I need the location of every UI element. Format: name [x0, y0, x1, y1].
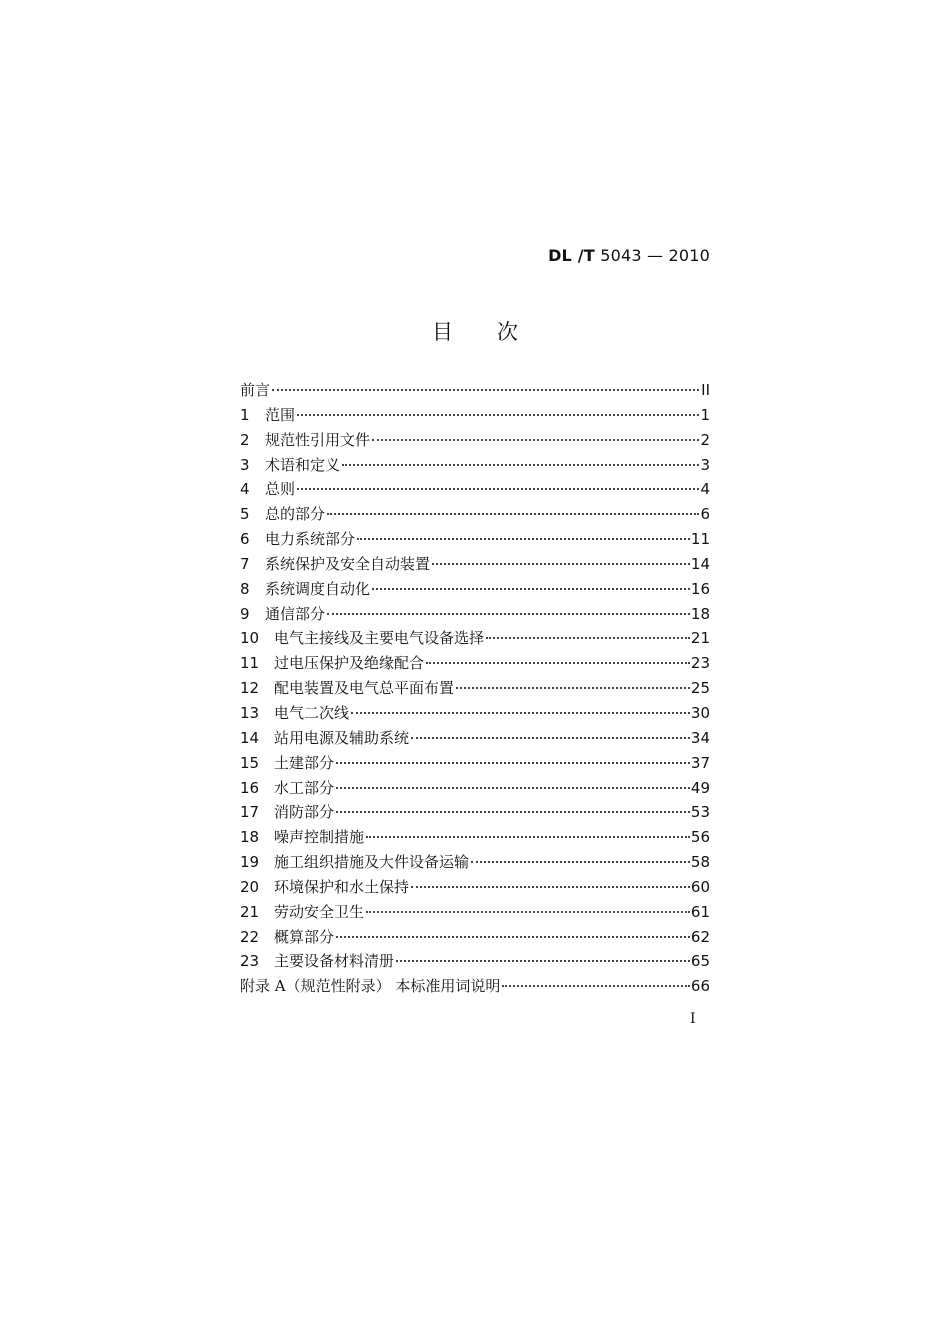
- toc-entry-page: 18: [690, 604, 710, 623]
- toc-entry-number: 12: [240, 679, 260, 698]
- toc-entry-number: 8: [240, 579, 250, 598]
- toc-entry-number: 4: [240, 480, 250, 499]
- toc-entry-number: 20: [240, 877, 260, 896]
- toc-entry-number: 18: [240, 828, 260, 847]
- toc-entry[interactable]: [240, 429, 710, 454]
- toc-entry-title: 术语和定义: [265, 455, 341, 474]
- page-number: I: [690, 1011, 696, 1027]
- toc-entry-title: 消防部分: [274, 803, 335, 822]
- toc-entry-title: 系统调度自动化: [265, 579, 371, 598]
- toc-entry-title: 噪声控制措施: [274, 828, 365, 847]
- standard-code-prefix: DL /T: [548, 246, 595, 265]
- toc-leader-dots: [396, 959, 690, 962]
- toc-entry-page: 61: [690, 902, 710, 921]
- toc-entry-title: 站用电源及辅助系统: [274, 728, 410, 747]
- toc-entry[interactable]: [240, 627, 710, 652]
- toc-entry-title: 范围: [265, 405, 296, 424]
- toc-leader-dots: [502, 984, 690, 987]
- toc-entry-page: 30: [690, 703, 710, 722]
- toc-entry-page: 60: [690, 877, 710, 896]
- toc-entry-page: 1: [700, 405, 710, 424]
- toc-entry-page: 14: [690, 554, 710, 573]
- toc-entry[interactable]: [240, 727, 710, 752]
- toc-entry-page: 34: [690, 728, 710, 747]
- toc-entry-title: 附录 A（规范性附录） 本标准用词说明: [240, 977, 501, 996]
- toc-entry-number: 9: [240, 604, 250, 623]
- toc-entry-number: 22: [240, 927, 260, 946]
- toc-entry-page: 6: [700, 505, 710, 524]
- toc-leader-dots: [297, 487, 699, 490]
- toc-leader-dots: [426, 661, 690, 664]
- toc-entry-number: 16: [240, 778, 260, 797]
- toc-entry[interactable]: [240, 826, 710, 851]
- toc-entry-page: 53: [690, 803, 710, 822]
- toc-leader-dots: [456, 686, 690, 689]
- toc-entry[interactable]: [240, 677, 710, 702]
- standard-code-number: 5043 — 2010: [600, 246, 710, 265]
- toc-leader-dots: [471, 860, 690, 863]
- toc-entry-page: 23: [690, 654, 710, 673]
- toc-entry[interactable]: [240, 926, 710, 951]
- toc-entry[interactable]: [240, 528, 710, 553]
- toc-entry[interactable]: [240, 603, 710, 628]
- toc-entry-number: 21: [240, 902, 260, 921]
- toc-entry[interactable]: [240, 553, 710, 578]
- toc-entry-page: 49: [690, 778, 710, 797]
- standard-code: [548, 246, 710, 265]
- toc-entry[interactable]: [240, 702, 710, 727]
- toc-entry-page: 65: [690, 952, 710, 971]
- toc-entry-number: 23: [240, 952, 260, 971]
- toc-entry-title: 总的部分: [265, 505, 326, 524]
- toc-entry[interactable]: [240, 752, 710, 777]
- toc-entry-number: 14: [240, 728, 260, 747]
- toc-entry-title: 水工部分: [274, 778, 335, 797]
- toc-leader-dots: [327, 612, 690, 615]
- toc-entry-page: 3: [700, 455, 710, 474]
- toc-leader-dots: [272, 388, 699, 391]
- toc-entry-number: 3: [240, 455, 250, 474]
- toc-entry-title: 电力系统部分: [265, 530, 356, 549]
- toc-entry-page: 4: [700, 480, 710, 499]
- toc-entry-title: 总则: [265, 480, 296, 499]
- toc-entry-title: 电气二次线: [274, 703, 350, 722]
- page-title: 目次: [432, 320, 562, 344]
- toc-entry-title: 前言: [240, 381, 271, 399]
- toc-leader-dots: [336, 786, 690, 789]
- toc-leader-dots: [342, 463, 699, 466]
- toc-leader-dots: [336, 810, 690, 813]
- toc-entry-title: 过电压保护及绝缘配合: [274, 654, 425, 673]
- toc-entry[interactable]: [240, 404, 710, 429]
- toc-entry[interactable]: [240, 578, 710, 603]
- toc-entry-page: 16: [690, 579, 710, 598]
- toc-entry-title: 通信部分: [265, 604, 326, 623]
- toc-entry-title: 电气主接线及主要电气设备选择: [274, 629, 485, 648]
- toc-entry[interactable]: [240, 876, 710, 901]
- toc-leader-dots: [336, 761, 690, 764]
- toc-entry[interactable]: [240, 478, 710, 503]
- toc-leader-dots: [372, 438, 699, 441]
- toc-entry-title: 系统保护及安全自动装置: [265, 554, 431, 573]
- toc-entry-page: 58: [690, 853, 710, 872]
- toc-leader-dots: [411, 736, 690, 739]
- toc-entry-number: 19: [240, 853, 260, 872]
- toc-entry[interactable]: [240, 652, 710, 677]
- toc-leader-dots: [327, 512, 699, 515]
- toc-entry[interactable]: [240, 801, 710, 826]
- toc-leader-dots: [432, 562, 690, 565]
- toc-entry-number: 6: [240, 530, 250, 549]
- toc-entry-page: 62: [690, 927, 710, 946]
- toc-entry-page: 11: [690, 530, 710, 549]
- toc-leader-dots: [486, 636, 690, 639]
- toc-entry-page: 56: [690, 828, 710, 847]
- toc-leader-dots: [351, 711, 690, 714]
- toc-entry-number: 7: [240, 554, 250, 573]
- toc-leader-dots: [411, 885, 690, 888]
- toc-entry-title: 概算部分: [274, 927, 335, 946]
- toc-entry-page: 37: [690, 753, 710, 772]
- toc-entry-number: 15: [240, 753, 260, 772]
- toc-entry-title: 环境保护和水土保持: [274, 877, 410, 896]
- toc-entry-title: 施工组织措施及大件设备运输: [274, 853, 470, 872]
- toc-entry[interactable]: [240, 975, 710, 1000]
- toc-leader-dots: [366, 910, 690, 913]
- toc-leader-dots: [357, 537, 690, 540]
- toc-leader-dots: [297, 413, 699, 416]
- toc-entry-number: 13: [240, 703, 260, 722]
- toc-leader-dots: [372, 587, 690, 590]
- toc-entry-title: 配电装置及电气总平面布置: [274, 679, 455, 698]
- toc-entry-number: 5: [240, 505, 250, 524]
- table-of-contents: [240, 379, 710, 1000]
- toc-entry-title: 主要设备材料清册: [274, 952, 395, 971]
- toc-entry-number: 10: [240, 629, 260, 648]
- toc-entry-number: 11: [240, 654, 260, 673]
- toc-leader-dots: [336, 935, 690, 938]
- toc-entry-page: 21: [690, 629, 710, 648]
- toc-entry-number: 1: [240, 405, 250, 424]
- toc-leader-dots: [366, 835, 690, 838]
- toc-entry-page: 2: [700, 430, 710, 449]
- toc-entry-page: 66: [690, 977, 710, 996]
- toc-entry[interactable]: [240, 901, 710, 926]
- toc-entry[interactable]: [240, 777, 710, 802]
- toc-entry-page: II: [701, 381, 710, 399]
- toc-entry-title: 土建部分: [274, 753, 335, 772]
- toc-entry[interactable]: [240, 503, 710, 528]
- toc-entry[interactable]: [240, 379, 710, 404]
- toc-entry-page: 25: [690, 679, 710, 698]
- toc-entry-number: 2: [240, 430, 250, 449]
- toc-entry-number: 17: [240, 803, 260, 822]
- toc-entry-title: 规范性引用文件: [265, 430, 371, 449]
- toc-entry[interactable]: [240, 851, 710, 876]
- toc-entry-title: 劳动安全卫生: [274, 902, 365, 921]
- toc-entry[interactable]: [240, 950, 710, 975]
- toc-entry[interactable]: [240, 454, 710, 479]
